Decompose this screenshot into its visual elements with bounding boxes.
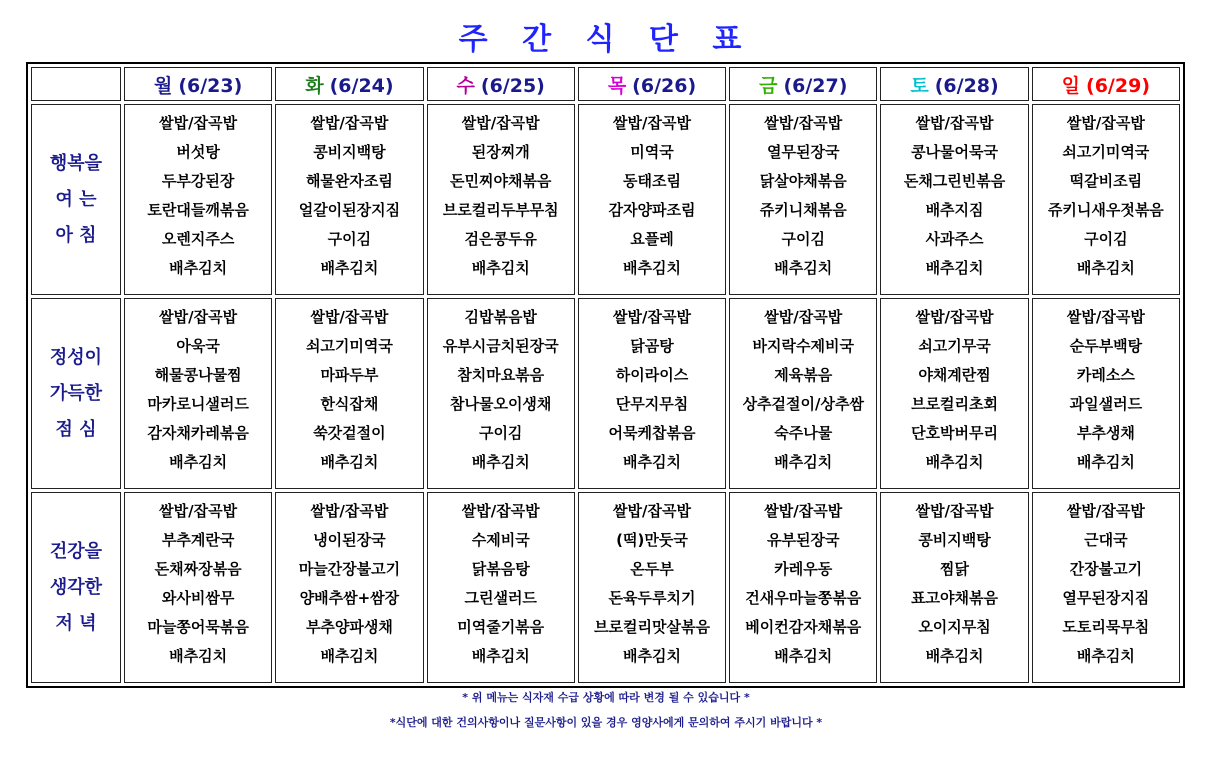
dish-item: 배추김치 — [320, 647, 379, 665]
dish-item: 마파두부 — [320, 366, 379, 384]
dish-item: 배추김치 — [925, 259, 984, 277]
menu-cell — [578, 492, 726, 683]
dish-item: 미역국 — [630, 143, 674, 161]
dish-item: 바지락수제비국 — [752, 337, 854, 355]
dish-item: 쇠고기무국 — [918, 337, 991, 355]
day-header-fri — [729, 67, 877, 101]
dish-item: 쌀밥/잡곡밥 — [613, 502, 691, 520]
dish-item: 표고야채볶음 — [911, 589, 999, 607]
page-title: 주 간 식 단 표 — [458, 22, 754, 57]
menu-cell — [1032, 492, 1180, 683]
dish-item: 콩나물어묵국 — [911, 143, 999, 161]
dish-item: 쌀밥/잡곡밥 — [159, 502, 238, 520]
meal-label-line: 점 심 — [55, 418, 97, 440]
dish-item: 김밥볶음밥 — [464, 308, 537, 326]
dish-item: 감자채카레볶음 — [147, 424, 249, 442]
dish-item: 떡갈비조림 — [1069, 172, 1143, 190]
dish-item: 쌀밥/잡곡밥 — [915, 114, 994, 132]
header-row — [31, 67, 1180, 101]
day-glyph: 목 — [607, 74, 627, 97]
dish-item: 쌀밥/잡곡밥 — [310, 308, 389, 326]
dish-item: 열무된장국 — [767, 143, 840, 161]
meal-label-line: 여 는 — [55, 188, 97, 210]
dish-item: 베이컨감자채볶음 — [745, 618, 862, 636]
dish-item: 두부강된장 — [161, 172, 235, 190]
menu-cell — [275, 492, 423, 683]
menu-cell — [880, 492, 1028, 683]
day-header-mon — [124, 67, 272, 101]
dish-item: 요플레 — [630, 230, 674, 248]
dish-item: 배추김치 — [774, 259, 833, 277]
dish-item: 쌀밥/잡곡밥 — [1066, 502, 1145, 520]
dish-item: 마늘간장불고기 — [298, 560, 401, 578]
dish-item: 배추김치 — [623, 259, 681, 277]
day-date: (6/23) — [178, 74, 243, 97]
corner-cell — [31, 67, 121, 101]
dish-item: 상추겉절이/상추쌈 — [742, 395, 864, 413]
dish-item: 도토리묵무침 — [1062, 618, 1150, 636]
dish-item: 그린샐러드 — [464, 589, 537, 607]
dish-item: 참치마요볶음 — [457, 366, 545, 384]
dish-item: (떡)만둣국 — [616, 531, 688, 549]
meal-label-line: 건강을 — [49, 540, 103, 562]
dish-item: 쌀밥/잡곡밥 — [915, 308, 994, 326]
dish-item: 양배추쌈+쌈장 — [299, 589, 400, 607]
menu-cell — [427, 298, 575, 489]
dish-item: 동태조림 — [623, 172, 681, 190]
dish-item: 한식잡채 — [320, 395, 379, 413]
dish-item: 참나물오이생채 — [449, 395, 552, 413]
dish-item: 쌀밥/잡곡밥 — [461, 502, 540, 520]
dish-item: 쌀밥/잡곡밥 — [310, 114, 389, 132]
dish-item: 부추계란국 — [161, 531, 235, 549]
dish-item: 해물콩나물찜 — [154, 366, 242, 384]
dish-item: 간장불고기 — [1069, 560, 1143, 578]
day-header-wed — [427, 67, 575, 101]
dish-item: 배추김치 — [169, 647, 228, 665]
dish-item: 쇠고기미역국 — [305, 337, 393, 355]
dish-item: 쑥갓겉절이 — [313, 424, 386, 442]
dish-item: 배추김치 — [1076, 647, 1135, 665]
dish-item: 제육볶음 — [774, 366, 833, 384]
dish-item: 건새우마늘쫑볶음 — [745, 589, 862, 607]
dish-item: 사과주스 — [925, 230, 984, 248]
dish-item: 배추김치 — [471, 259, 530, 277]
menu-cell — [427, 492, 575, 683]
dish-item: 쌀밥/잡곡밥 — [764, 114, 843, 132]
dish-item: 쌀밥/잡곡밥 — [613, 308, 691, 326]
weekly-menu-table — [26, 62, 1185, 688]
day-date: (6/29) — [1086, 74, 1150, 97]
meal-label-line: 아 침 — [55, 224, 97, 246]
meal-label-line: 행복을 — [49, 152, 103, 174]
dish-item: 단무지무침 — [615, 395, 689, 413]
dish-item: 구이김 — [1084, 230, 1128, 248]
notice-change: * 위 메뉴는 식자재 수급 상황에 따라 변경 될 수 있습니다 * — [462, 691, 750, 704]
dish-item: 수제비국 — [471, 531, 530, 549]
dish-item: 돈채그린빈볶음 — [903, 172, 1006, 190]
dish-item: 쌀밥/잡곡밥 — [764, 502, 843, 520]
dish-item: 쌀밥/잡곡밥 — [159, 114, 238, 132]
dish-item: 배추김치 — [774, 453, 833, 471]
menu-cell — [729, 492, 877, 683]
menu-cell — [880, 298, 1028, 489]
dish-item: 순두부백탕 — [1069, 337, 1143, 355]
dish-item: 배추김치 — [925, 647, 984, 665]
dish-item: 숙주나물 — [774, 424, 833, 442]
day-date: (6/26) — [632, 74, 697, 97]
dish-item: 배추김치 — [774, 647, 833, 665]
dish-item: 찜닭 — [940, 560, 970, 578]
dish-item: 배추김치 — [925, 453, 984, 471]
dish-item: 마카로니샐러드 — [147, 395, 249, 413]
dish-item: 쌀밥/잡곡밥 — [613, 114, 691, 132]
dish-item: 배추김치 — [623, 453, 681, 471]
dish-item: 오렌지주스 — [161, 230, 235, 248]
dish-item: 닭살야채볶음 — [759, 172, 847, 190]
dish-item: 유부된장국 — [767, 531, 840, 549]
dish-item: 배추김치 — [169, 453, 228, 471]
notice-contact: *식단에 대한 건의사항이나 질문사항이 있을 경우 영양사에게 문의하여 주시기 바랍니다 * — [389, 716, 823, 729]
dish-item: 와사비쌈무 — [161, 589, 235, 607]
dish-item: 단호박버무리 — [911, 424, 999, 442]
dish-item: 아욱국 — [176, 337, 220, 355]
day-date: (6/27) — [783, 74, 848, 97]
dish-item: 근대국 — [1084, 531, 1128, 549]
dish-item: 마늘쫑어묵볶음 — [147, 618, 249, 636]
dish-item: 쌀밥/잡곡밥 — [310, 502, 389, 520]
dish-item: 유부시금치된장국 — [442, 337, 559, 355]
dish-item: 콩비지백탕 — [313, 143, 386, 161]
menu-cell — [880, 104, 1028, 295]
menu-cell — [1032, 298, 1180, 489]
dish-item: 미역줄기볶음 — [457, 618, 545, 636]
menu-cell — [275, 104, 423, 295]
dish-item: 구이김 — [781, 230, 825, 248]
dish-item: 쌀밥/잡곡밥 — [915, 502, 994, 520]
dish-item: 쌀밥/잡곡밥 — [461, 114, 540, 132]
meal-row-dinner — [31, 492, 1180, 683]
dish-item: 된장찌개 — [471, 143, 530, 161]
meal-row-lunch — [31, 298, 1180, 489]
menu-cell — [275, 298, 423, 489]
day-glyph: 토 — [910, 74, 929, 97]
dish-item: 배추김치 — [169, 259, 228, 277]
dish-item: 배추지짐 — [925, 201, 984, 219]
dish-item: 카레우동 — [774, 560, 833, 578]
dish-item: 오이지무침 — [918, 618, 991, 636]
menu-cell — [124, 492, 272, 683]
menu-cell — [729, 298, 877, 489]
dish-item: 부추생채 — [1076, 424, 1135, 442]
dish-item: 닭볶음탕 — [471, 560, 530, 578]
meal-label — [31, 104, 121, 295]
dish-item: 감자양파조림 — [608, 201, 696, 219]
day-glyph: 일 — [1061, 74, 1081, 97]
meal-row-breakfast — [31, 104, 1180, 295]
day-header-tue — [275, 67, 423, 101]
dish-item: 구이김 — [327, 230, 372, 248]
meal-label-line: 정성이 — [49, 346, 103, 368]
meal-label-line: 생각한 — [49, 576, 103, 598]
dish-item: 쌀밥/잡곡밥 — [764, 308, 843, 326]
dish-item: 배추김치 — [1076, 453, 1135, 471]
dish-item: 배추김치 — [471, 647, 530, 665]
dish-item: 온두부 — [630, 560, 674, 578]
dish-item: 얼갈이된장지짐 — [298, 201, 401, 219]
dish-item: 토란대들깨볶음 — [147, 201, 249, 219]
day-date: (6/28) — [934, 74, 999, 97]
dish-item: 브로컬리맛살볶음 — [594, 618, 710, 636]
dish-item: 쌀밥/잡곡밥 — [1066, 114, 1145, 132]
dish-item: 돈채짜장볶음 — [154, 560, 242, 578]
dish-item: 쥬키니채볶음 — [759, 201, 847, 219]
menu-cell — [1032, 104, 1180, 295]
meal-label — [31, 492, 121, 683]
menu-cell — [124, 298, 272, 489]
dish-item: 닭곰탕 — [630, 337, 674, 355]
dish-item: 배추김치 — [471, 453, 530, 471]
menu-cell — [578, 298, 726, 489]
dish-item: 배추김치 — [320, 453, 379, 471]
meal-label-line: 가득한 — [49, 382, 103, 404]
dish-item: 브로컬리두부무침 — [442, 201, 559, 219]
meal-label — [31, 298, 121, 489]
dish-item: 쌀밥/잡곡밥 — [159, 308, 238, 326]
day-date: (6/25) — [480, 74, 545, 97]
dish-item: 어묵케찹볶음 — [608, 424, 696, 442]
dish-item: 콩비지백탕 — [918, 531, 991, 549]
dish-item: 하이라이스 — [615, 366, 689, 384]
dish-item: 쌀밥/잡곡밥 — [1066, 308, 1145, 326]
day-glyph: 월 — [153, 74, 173, 97]
dish-item: 과일샐러드 — [1069, 395, 1143, 413]
dish-item: 브로컬리초회 — [911, 395, 999, 413]
menu-cell — [427, 104, 575, 295]
day-glyph: 금 — [759, 74, 778, 97]
dish-item: 카레소스 — [1076, 366, 1135, 384]
day-date: (6/24) — [329, 74, 394, 97]
day-glyph: 화 — [305, 74, 324, 97]
meal-label-line: 저 녁 — [55, 612, 97, 634]
dish-item: 쥬키니새우젓볶음 — [1047, 201, 1164, 219]
dish-item: 돈육두루치기 — [608, 589, 696, 607]
dish-item: 구이김 — [478, 424, 523, 442]
menu-cell — [729, 104, 877, 295]
dish-item: 검은콩두유 — [464, 230, 537, 248]
day-header-thu — [578, 67, 726, 101]
menu-cell — [578, 104, 726, 295]
day-glyph: 수 — [456, 74, 475, 97]
dish-item: 버섯탕 — [176, 143, 220, 161]
dish-item: 냉이된장국 — [313, 531, 386, 549]
day-header-sat — [880, 67, 1028, 101]
menu-cell — [124, 104, 272, 295]
dish-item: 열무된장지짐 — [1062, 589, 1150, 607]
dish-item: 배추김치 — [320, 259, 379, 277]
dish-item: 해물완자조림 — [305, 172, 393, 190]
dish-item: 쇠고기미역국 — [1062, 143, 1150, 161]
dish-item: 야채계란찜 — [918, 366, 991, 384]
dish-item: 배추김치 — [1076, 259, 1135, 277]
dish-item: 돈민찌야채볶음 — [449, 172, 552, 190]
dish-item: 배추김치 — [623, 647, 681, 665]
dish-item: 부추양파생채 — [305, 618, 393, 636]
day-header-sun — [1032, 67, 1180, 101]
